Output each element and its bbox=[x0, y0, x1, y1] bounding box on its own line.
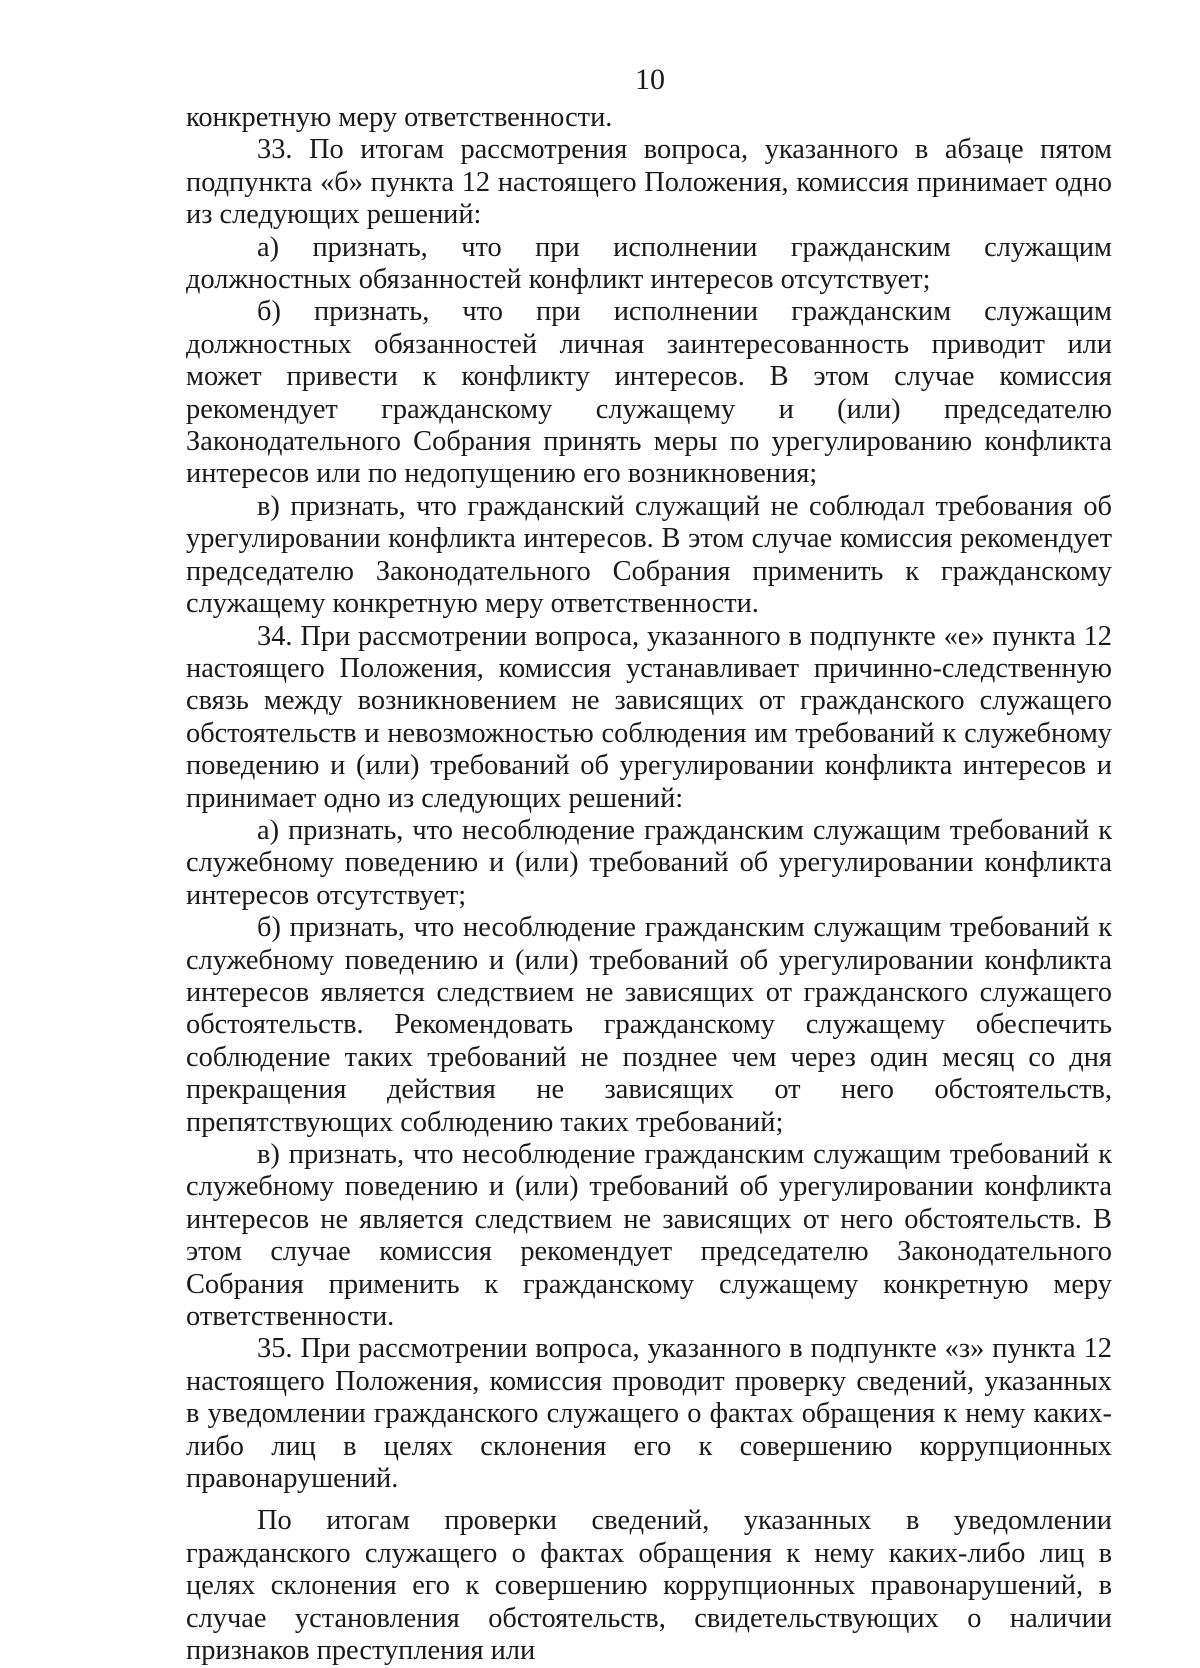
paragraph-item-35: 35. При рассмотрении вопроса, указанного в подпункте «з» пункта 12 настоящего Положения, комиссия проводит проверку сведений, указанных в уведомлении гражданского служащего о фактах обращения к нему каких-либо лиц в целях склонения его к совершению коррупционных правонарушений. bbox=[186, 1333, 1112, 1495]
paragraph-item-35-followup: По итогам проверки сведений, указанных в уведомлении гражданского служащего о фактах обращения к нему каких-либо лиц в целях склонения его к совершению коррупционных правонарушений, в случае установления обстоятельств, свидетельствующих о наличии признаков преступления или bbox=[186, 1505, 1112, 1667]
paragraph-item-33-a: а) признать, что при исполнении гражданским служащим должностных обязанностей конфликт интересов отсутствует; bbox=[186, 231, 1112, 296]
paragraph-item-34-v: в) признать, что несоблюдение гражданским служащим требований к служебному поведению и (или) требований об урегулировании конфликта интересов не является следствием не зависящих от него обстоятельств. В этом случае комиссия рекомендует председателю Законодательного Собрания применить к гражданскому служащему конкретную меру ответственности. bbox=[186, 1139, 1112, 1333]
paragraph-item-33-v: в) признать, что гражданский служащий не соблюдал требования об урегулировании конфликта интересов. В этом случае комиссия рекомендует председателю Законодательного Собрания применить к гражданскому служащему конкретную меру ответственности. bbox=[186, 490, 1112, 620]
paragraph-continuation: конкретную меру ответственности. bbox=[186, 102, 613, 133]
paragraph-item-33: 33. По итогам рассмотрения вопроса, указанного в абзаце пятом подпункта «б» пункта 12 настоящего Положения, комиссия принимает одно из следующих решений: bbox=[186, 134, 1112, 231]
document-body bbox=[186, 102, 1112, 1668]
paragraph-item-34-a: а) признать, что несоблюдение гражданским служащим требований к служебному поведению и (или) требований об урегулировании конфликта интересов отсутствует; bbox=[186, 814, 1112, 911]
page-number: 10 bbox=[635, 63, 665, 96]
paragraph-item-34-b: б) признать, что несоблюдение гражданским служащим требований к служебному поведению и (или) требований об урегулировании конфликта интересов является следствием не зависящих от гражданского служащего обстоятельств. Рекомендовать гражданскому служащему обеспечить соблюдение таких требований не позднее чем через один месяц со дня прекращения действия не зависящих от него обстоятельств, препятствующих соблюдению таких требований; bbox=[186, 912, 1112, 1138]
paragraph-item-34: 34. При рассмотрении вопроса, указанного в подпункте «е» пункта 12 настоящего Положения, комиссия устанавливает причинно-следственную связь между возникновением не зависящих от гражданского служащего обстоятельств и невозможностью соблюдения им требований к служебному поведению и (или) требований об урегулировании конфликта интересов и принимает одно из следующих решений: bbox=[186, 620, 1112, 814]
paragraph-item-33-b: б) признать, что при исполнении гражданским служащим должностных обязанностей личная заинтересованность приводит или может привести к конфликту интересов. В этом случае комиссия рекомендует гражданскому служащему и (или) председателю Законодательного Собрания принять меры по урегулированию конфликта интересов или по недопущению его возникновения; bbox=[186, 296, 1112, 490]
